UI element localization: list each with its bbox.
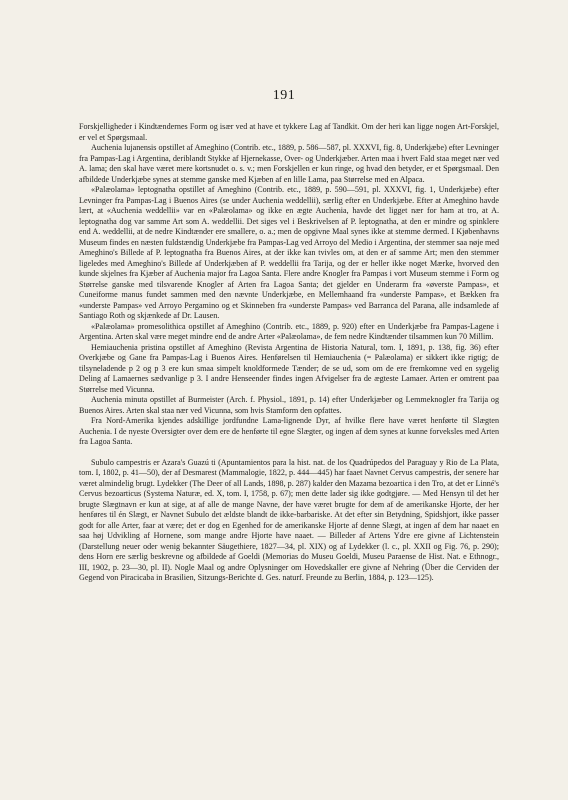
body-text <box>79 122 499 584</box>
paragraph-5: Hemiauchenia pristina opstillet af Ameghino (Revista Argentina de Historia Natural, tom. I, 1891, p. 138, fig. 36) efter Overkjæbe og Gane fra Pampas-Lag i Buenos Aires. Henførelsen til Hemiauchenia (= Palæolama) er sikkert ikke rigtig; de tilsyneladende p 2 og p 3 ere kun smaa simpelt knoldformede Tænder; de se ud, som om de ere fremkomne ved en sygelig Deling af Lamaernes sædvanlige p 3. I andre Henseender findes ingen Afvigelser fra de ægteste Lamaer. Arten er omtrent paa Størrelse med Vicunna. <box>79 342 499 394</box>
paragraph-8: Subulo campestris er Azara's Guazú ti (Apuntamientos para la hist. nat. de los Quadrúpedos del Paraguay y Rio de La Plata, tom. I, 1802, p. 41—50), der af Desmarest (Mammalogie, 1822, p. 444—445) har faaet Navnet Cervus campestris, der senere har været almindelig brugt. Lydekker (The Deer of all Lands, 1898, p. 287) kalder den Mazama bezoartica i den Tro, at det er Linné's Cervus bezoarticus (Systema Naturæ, ed. X, tom. I, 1758, p. 67); men dette lader sig ikke godtgjøre. — Med Hensyn til det her brugte Slægtnavn er kun at sige, at af alle de mange Navne, der have været brugte for dem af de amerikanske Hjorte, der her henføres til én Slægt, er Navnet Subulo det ældste blandt de ikke-barbariske. At det efter sin Betydning, Spidshjort, ikke passer godt for alle Arter, faar at være; det er dog en Egenhed for de amerikanske Hjorte af denne Slægt, at ingen af dem har naaet en saa høj Udvikling af Hornene, som mange andre Hjorte have naaet. — Billeder af Artens Ydre ere givne af Lichtenstein (Darstellung neuer oder wenig bekannter Säugethiere, 1827—34, pl. XIX) og af Lydekker (l. c., pl. XXII og Fig. 76, p. 290); dens Horn ere særlig beskrevne og afbildede af Goeldi (Memorias do Museu Goeldi, Museu Paraense de Hist. Nat. e Ethnogr., III, 1902, p. 23—30, pl. II). Nogle Maal og andre Oplysninger om Hovedskaller ere givne af Nehring (Über die Cerviden der Gegend von Piracicaba in Brasilien, Sitzungs-Berichte d. Ges. naturf. Freunde zu Berlin, 1884, p. 123—125). <box>79 457 499 582</box>
paragraph-6: Auchenia minuta opstillet af Burmeister (Arch. f. Physiol., 1891, p. 14) efter Underkjæber og Lemmeknogler fra Tarija og Buenos Aires. Arten skal staa nær ved Vicunna, som hvis Stamform den opfattes. <box>79 395 499 415</box>
paragraph-4: «Palæolama» promesolithica opstillet af Ameghino (Contrib. etc., 1889, p. 920) efter en Underkjæbe fra Pampas-Lagene i Argentina. Arten skal være meget mindre end de andre Arter «Palæolama», de fem nedre Kindtænder tilsammen kun 70 Millim. <box>79 321 499 341</box>
page-number: 191 <box>272 88 296 103</box>
paragraph-2: Auchenia lujanensis opstillet af Ameghino (Contrib. etc., 1889, p. 586—587, pl. XXXVI, fig. 8, Underkjæbe) efter Levninger fra Pampas-Lag i Argentina, deriblandt Stykke af Hjernekasse, Over- og Underkjæber. Arten maa i hvert Fald staa meget nær ved A. lama; den skal have været mere kortsnudet o. s. v.; men Forskjellen er kun ringe, og hvad den betyder, er et Spørgsmaal. Den afbildede Underkjæbe synes at stemme ganske med Kjæben af en lille Lama, paa Størrelse med en Alpaca. <box>79 143 499 184</box>
paragraph-3: «Palæolama» leptognatha opstillet af Ameghino (Contrib. etc., 1889, p. 590—591, pl. XXXVI, fig. 1, Underkjæbe) efter Levninger fra Pampas-Lag i Buenos Aires (se under Auchenia weddellii), særlig efter en Underkjæbe. Efter at Ameghino havde lært, at «Auchenia weddellii» var en «Palæolama» og ikke en ægte Auchenia, havde det ligget nær for ham at tro, at A. leptognatha dog var samme Art som A. weddellii. Det siges vel i Beskrivelsen af P. leptognatha, at den er mindre og spinklere end A. weddellii, at de nedre Kindtænder ere smallere, o. a.; men de opgivne Maal synes ikke at stemme dermed. I Kjøbenhavns Museum findes en næsten fuldstændig Underkjæbe fra Pampas-Lag ved Arroyo del Medio i Argentina, der stemmer saa nøje med Ameghino's Billede af P. leptognatha fra Buenos Aires, at der ikke kan tvivles om, at den er af samme Art; men den stemmer ligeledes med Ameghino's Billede af Underkjæben af P. weddellii fra Tarija, og der er heller ikke noget Mærke, hvorved den kunde skjelnes fra Kjæber af Auchenia major fra Lagoa Santa. Flere andre Knogler fra Pampas i vort Museum stemme i Form og Størrelse ganske med tilsvarende Knogler af Arten fra Lagoa Santa; det gjelder en Underarm fra «øverste Pampas», et Cuneiforme manus fundet sammen med den nævnte Underkjæbe, en Mellemhaand fra «underste Pampas», et Bækken fra «underste Pampas» ved Arroyo Pergamino og et Skinneben fra «underste Pampas» ved Barranca del Parana, alle indsamlede af Santiago Roth og skjænkede af Dr. Lausen. <box>79 185 499 320</box>
paragraph-7: Fra Nord-Amerika kjendes adskillige jordfundne Lama-lignende Dyr, af hvilke flere have været henførte til Slægten Auchenia. I de nyeste Oversigter over dem ere de henførte til egne Slægter, og ingen af dem synes at kunne forveksles med Arten fra Lagoa Santa. <box>79 416 499 446</box>
paragraph-1: Forskjelligheder i Kindtændernes Form og især ved at have et tykkere Lag af Tandkit. Om der heri kan ligge nogen Art-Forskjel, er vel et Spørgsmaal. <box>79 122 499 142</box>
